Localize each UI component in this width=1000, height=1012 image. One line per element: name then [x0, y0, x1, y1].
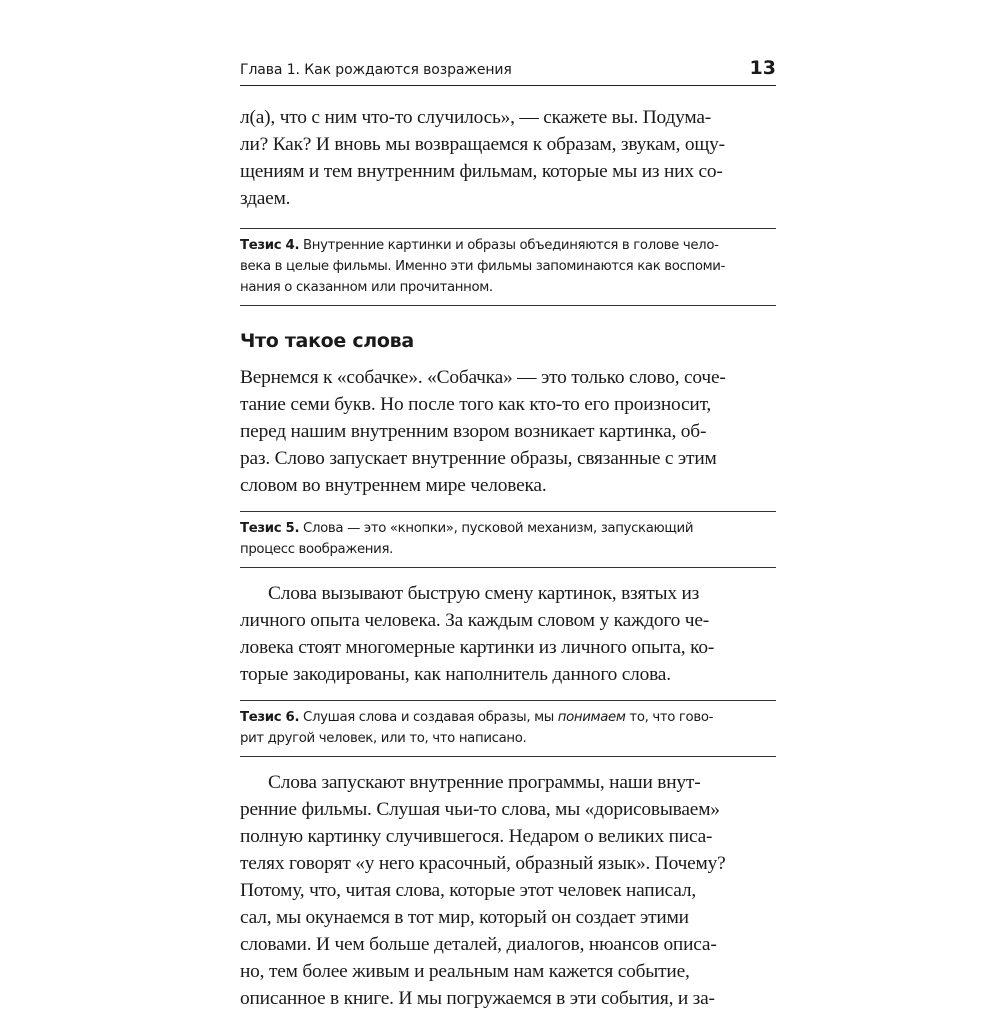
text-line: перед нашим внутренним взором возникает картинка, об-: [240, 421, 707, 442]
text-line: полную картинку случившегося. Недаром о великих писа-: [240, 826, 713, 847]
text-line: словами. И чем больше деталей, диалогов, нюансов описа-: [240, 934, 717, 955]
thesis-line: [240, 518, 776, 539]
thesis-line: нания о сказанном или прочитанном.: [240, 280, 493, 295]
thesis-6-box: [240, 700, 776, 757]
text-line: личного опыта человека. За каждым словом у каждого че-: [240, 610, 709, 631]
text-line: раз. Слово запускает внутренние образы, связанные с этим: [240, 448, 717, 469]
text-line: сал, мы окунаемся в тот мир, который он создает этими: [240, 907, 689, 928]
thesis-line: [240, 707, 776, 728]
thesis-5-box: [240, 511, 776, 568]
thesis-label: Тезис 6.: [240, 710, 300, 725]
text-line: ли? Как? И вновь мы возвращаемся к образам, звукам, ощу-: [240, 134, 725, 155]
text-line: описанное в книге. И мы погружаемся в эти события, и за-: [240, 988, 715, 1009]
text-line: телях говорят «у него красочный, образный язык». Почему?: [240, 853, 726, 874]
thesis-text: Слушая слова и создавая образы, мы: [299, 710, 558, 725]
chapter-title: Глава 1. Как рождаются возражения: [240, 62, 512, 78]
paragraph-4: [240, 769, 776, 1012]
thesis-label: Тезис 4.: [240, 238, 300, 253]
thesis-emphasis: понимаем: [557, 710, 626, 725]
text-line: Вернемся к «собачке». «Собачка» — это только слово, соче-: [240, 367, 726, 388]
thesis-text: то, что гово-: [625, 710, 714, 725]
paragraph-2: [240, 364, 776, 499]
text-line: словом во внутреннем мире человека.: [240, 475, 547, 496]
text-line: здаем.: [240, 188, 291, 209]
text-line: ренние фильмы. Слушая чьи-то слова, мы «дорисовываем»: [240, 799, 720, 820]
text-line: л(а), что с ним что-то случилось», — скажете вы. Подума-: [240, 107, 711, 128]
thesis-4-box: [240, 228, 776, 306]
paragraph-3: [240, 580, 776, 688]
text-line: Слова запускают внутренние программы, наши внут-: [268, 772, 701, 793]
thesis-line: процесс воображения.: [240, 542, 393, 557]
text-line: Слова вызывают быструю смену картинок, взятых из: [268, 583, 700, 604]
thesis-line: века в целые фильмы. Именно эти фильмы запоминаются как воспоми-: [240, 259, 726, 274]
text-line: ловека стоят многомерные картинки из личного опыта, ко-: [240, 637, 715, 658]
text-line: Потому, что, читая слова, которые этот человек написал,: [240, 880, 697, 901]
book-page: [240, 54, 776, 1012]
running-header: [240, 54, 776, 86]
text-line: тание семи букв. Но после того как кто-то его произносит,: [240, 394, 712, 415]
paragraph-1: [240, 104, 776, 212]
thesis-label: Тезис 5.: [240, 521, 300, 536]
text-line: щениям и тем внутренним фильмам, которые мы из них со-: [240, 161, 723, 182]
thesis-line: рит другой человек, или то, что написано.: [240, 731, 527, 746]
section-heading: Что такое слова: [240, 330, 414, 352]
page-number: 13: [749, 57, 776, 79]
text-line: торые закодированы, как наполнитель данного слова.: [240, 664, 671, 685]
thesis-line: [240, 235, 776, 256]
thesis-text: Внутренние картинки и образы объединяются в голове чело-: [299, 238, 719, 253]
thesis-text: Слова — это «кнопки», пусковой механизм, запускающий: [299, 521, 694, 536]
text-line: но, тем более живым и реальным нам кажется событие,: [240, 961, 690, 982]
